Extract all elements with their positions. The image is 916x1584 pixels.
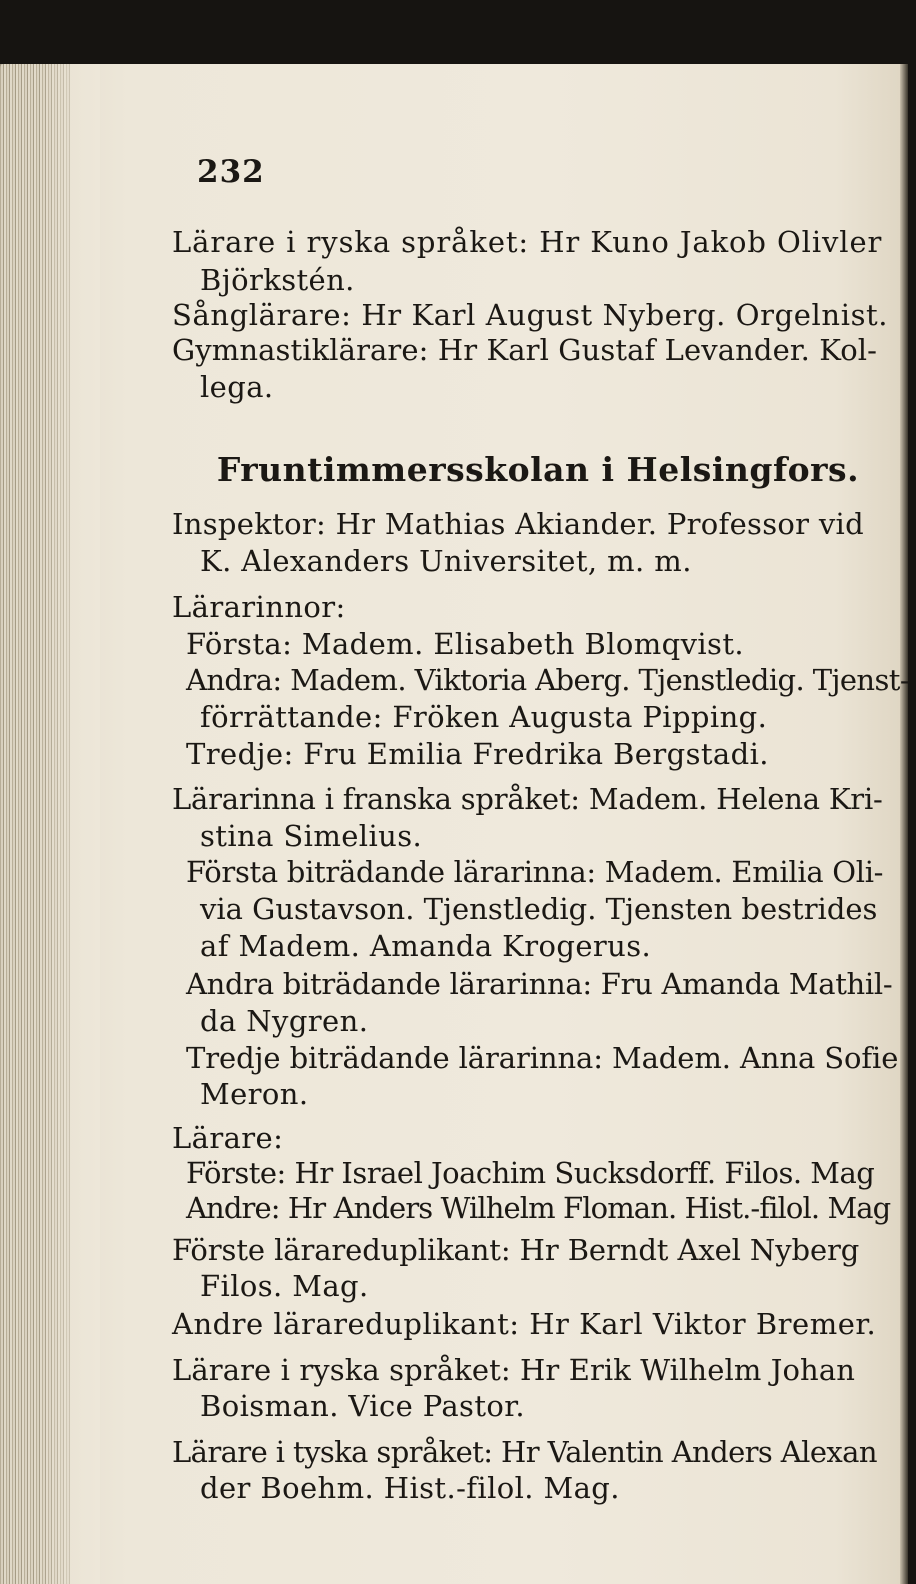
- text-line: Förste lärareduplikant: Hr Berndt Axel Nyberg: [172, 1233, 860, 1267]
- text-line: af Madem. Amanda Krogerus.: [200, 929, 652, 963]
- text-line: Gymnastiklärare: Hr Karl Gustaf Levander. Kol-: [172, 333, 878, 367]
- text-line: Boisman. Vice Pastor.: [200, 1389, 525, 1423]
- text-line: Första biträdande lärarinna: Madem. Emilia Oli-: [186, 855, 884, 889]
- page-number: 232: [197, 154, 265, 190]
- text-line: stina Simelius.: [200, 819, 423, 853]
- text-line: lega.: [200, 370, 274, 404]
- text-line: Tredje biträdande lärarinna: Madem. Anna Sofie: [186, 1041, 899, 1075]
- text-line: K. Alexanders Universitet, m. m.: [200, 544, 692, 578]
- text-line: via Gustavson. Tjenstledig. Tjensten bestrides: [200, 892, 878, 926]
- text-line: Björkstén.: [200, 263, 355, 297]
- book-gutter: [900, 64, 908, 1584]
- section-heading: Fruntimmersskolan i Helsingfors.: [216, 450, 860, 489]
- text-line: Tredje: Fru Emilia Fredrika Bergstadi.: [186, 737, 769, 771]
- text-line: Andra: Madem. Viktoria Aberg. Tjenstledig. Tjenst-: [186, 663, 910, 697]
- text-line: Filos. Mag.: [200, 1269, 369, 1303]
- text-line: Lärare i ryska språket: Hr Kuno Jakob Olivler: [172, 225, 883, 259]
- text-line: Sånglärare: Hr Karl August Nyberg. Orgelnist.: [172, 298, 889, 332]
- book-page: [0, 64, 908, 1584]
- text-line: Lärare i ryska språket: Hr Erik Wilhelm Johan: [172, 1353, 855, 1387]
- text-line: Första: Madem. Elisabeth Blomqvist.: [186, 627, 745, 661]
- text-line: der Boehm. Hist.-filol. Mag.: [200, 1471, 620, 1505]
- text-line: Andre lärareduplikant: Hr Karl Viktor Bremer.: [172, 1307, 877, 1341]
- text-line: Lärare:: [172, 1121, 284, 1155]
- text-line: Lärare i tyska språket: Hr Valentin Anders Alexan: [172, 1435, 877, 1469]
- text-line: Inspektor: Hr Mathias Akiander. Professor vid: [172, 507, 864, 541]
- text-line: da Nygren.: [200, 1004, 369, 1038]
- text-line: Andre: Hr Anders Wilhelm Floman. Hist.-filol. Mag: [186, 1191, 891, 1225]
- text-line: Lärarinna i franska språket: Madem. Helena Kri-: [172, 782, 883, 816]
- text-line: Lärarinnor:: [172, 590, 346, 624]
- text-line: Förste: Hr Israel Joachim Sucksdorff. Filos. Mag: [186, 1156, 875, 1190]
- text-line: Andra biträdande lärarinna: Fru Amanda Mathil-: [186, 967, 893, 1001]
- text-line: förrättande: Fröken Augusta Pipping.: [200, 700, 768, 734]
- text-line: Meron.: [200, 1077, 309, 1111]
- page-stack-shadow: [40, 64, 100, 1584]
